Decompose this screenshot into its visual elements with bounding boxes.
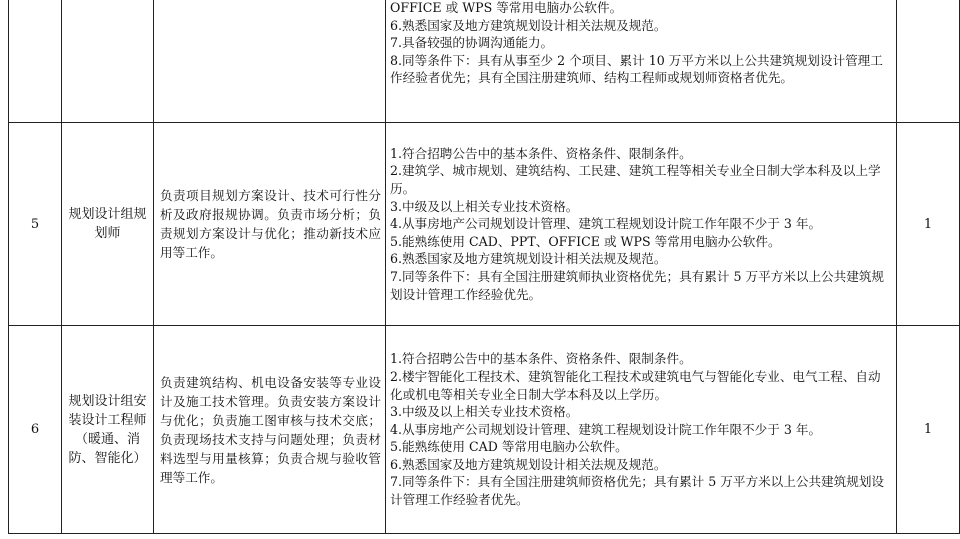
requirement-line: 6.熟悉国家及地方建筑规划设计相关法规及规范。 [390,456,667,472]
job-duty: 负责项目规划方案设计、技术可行性分析及政府报规协调。负责市场分析；负责规划方案设计与优化；推动新技术应用等工作。 [154,123,386,326]
requirement-line: 5.能熟练使用 CAD、PPT、OFFICE 或 WPS 等常用电脑办公软件。 [390,233,781,249]
job-duty: 负责建筑结构、机电设备安装等专业设计及施工技术管理。负责安装方案设计与优化；负责施工图审核与技术交底；负责现场技术支持与问题处理；负责材料选型与用量核算；负责合规与验收管理等工作。 [154,326,386,534]
position-name: 规划设计组规划师 [62,123,154,326]
requirement-line: 3.中级及以上相关专业技术资格。 [390,404,579,420]
hire-count: 1 [897,123,960,326]
requirement-line: 1.符合招聘公告中的基本条件、资格条件、限制条件。 [390,145,692,161]
requirement-line: 7.同等条件下：具有全国注册建筑师执业资格优先；具有累计 5 万平方米以上公共建筑规划设计管理工作经验优先。 [390,268,885,302]
requirement-line: 4.从事房地产公司规划设计管理、建筑工程规划设计院工作年限不少于 3 年。 [390,216,822,232]
position-name [62,0,154,123]
job-duty [154,0,386,123]
row-number [9,0,62,123]
hire-count [897,0,960,123]
job-requirements [386,0,897,123]
job-requirements [386,326,897,534]
job-requirements [386,123,897,326]
requirement-line: 1.符合招聘公告中的基本条件、资格条件、限制条件。 [390,351,692,367]
hire-count: 1 [897,326,960,534]
row-number: 5 [9,123,62,326]
row-number: 6 [9,326,62,534]
requirement-line: 8.同等条件下：具有从事至少 2 个项目、累计 10 万平方米以上公共建筑规划设计管理工作经验者优先；具有全国注册建筑师、结构工程师或规划师资格者优先。 [390,52,883,86]
requirement-line: 6.熟悉国家及地方建筑规划设计相关法规及规范。 [390,17,667,33]
position-name: 规划设计组安装设计工程师（暖通、消防、智能化） [62,326,154,534]
recruitment-table [8,0,960,534]
table-row [9,326,960,534]
requirement-line: 7.同等条件下：具有全国注册建筑师资格优先；具有累计 5 万平方米以上公共建筑规划设计管理工作经验者优先。 [390,474,885,508]
requirement-line: 2.建筑学、城市规划、建筑结构、工民建、建筑工程等相关专业全日制大学本科及以上学历。 [390,163,881,197]
requirement-line: 3.中级及以上相关专业技术资格。 [390,198,579,214]
requirement-line: 4.从事房地产公司规划设计管理、建筑工程规划设计院工作年限不少于 3 年。 [390,421,822,437]
requirement-line: 2.楼宇智能化工程技术、建筑智能化工程技术或建筑电气与智能化专业、电气工程、自动化或机电等相关专业全日制大学本科及以上学历。 [390,368,881,402]
requirement-line: 5.能熟练使用 CAD 等常用电脑办公软件。 [390,439,628,455]
table-row [9,123,960,326]
table-row [9,0,960,123]
requirement-line: OFFICE 或 WPS 等常用电脑办公软件。 [390,0,623,15]
requirement-line: 6.熟悉国家及地方建筑规划设计相关法规及规范。 [390,251,667,267]
requirement-line: 7.具备较强的协调沟通能力。 [390,35,554,51]
